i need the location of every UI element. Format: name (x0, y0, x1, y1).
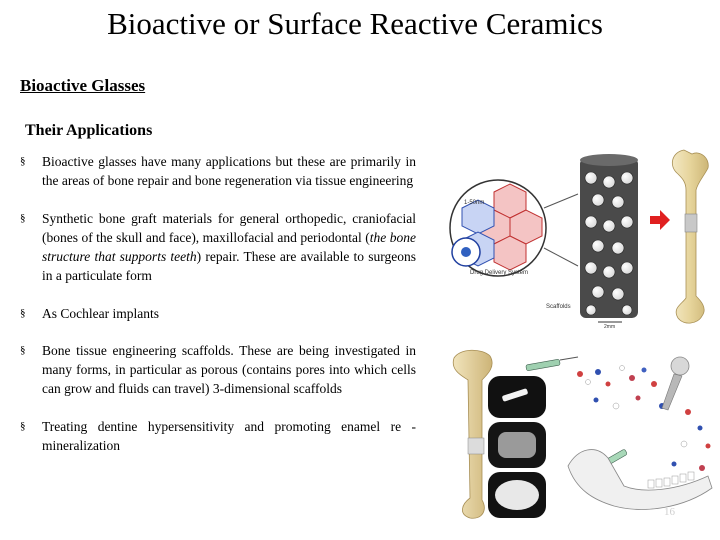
red-arrow-icon (650, 210, 670, 230)
nanoscale-label: 1-50nm (464, 200, 485, 206)
bullet-text-italic: the bone structure that supports teeth (42, 230, 416, 264)
bullet-item (20, 341, 416, 398)
slide-subtitle: Bioactive Glasses (20, 76, 146, 95)
bullet-marker-icon: § (20, 420, 26, 432)
bullet-text: Bone tissue engineering scaffolds. These are being investigated in many forms, in particular as porous (contains pores into which cells can grow and fluids can travel) 3-dimensional scaffolds (42, 343, 416, 396)
bullet-text: Bioactive glasses have many applications but these are primarily in the areas of bone repair and bone regeneration via tissue engineering (42, 154, 416, 188)
jaw-bone (568, 450, 712, 510)
granule-panels (488, 376, 546, 518)
femur-bone (672, 150, 708, 323)
bullet-marker-icon: § (20, 344, 26, 356)
bullet-marker-icon: § (20, 307, 26, 319)
bone-implants-figure (448, 348, 718, 520)
scaffold-bone-figure (446, 148, 710, 328)
bullet-item (20, 417, 416, 455)
bone-graft (453, 350, 492, 518)
bullet-list (20, 152, 416, 455)
nanostructure-diagram (450, 180, 578, 276)
bullet-item (20, 152, 416, 190)
bullet-text: As Cochlear implants (42, 306, 159, 321)
hip-implant-icon (662, 357, 689, 410)
scale-label: 2mm (604, 324, 616, 328)
section-heading: Their Applications (25, 122, 153, 139)
bullet-item (20, 304, 416, 323)
drug-delivery-label: Drug Delivery System (470, 270, 529, 276)
bullet-marker-icon: § (20, 155, 26, 167)
porous-scaffold (546, 154, 638, 328)
bullet-item (20, 209, 416, 285)
bullet-text: Treating dentine hypersensitivity and promoting enamel re -mineralization (42, 419, 416, 453)
bullet-marker-icon: § (20, 212, 26, 224)
scaffolds-label: Scaffolds (546, 304, 571, 310)
page-number: 16 (664, 506, 675, 518)
slide-title: Bioactive or Surface Reactive Ceramics (107, 6, 603, 41)
bullet-text: Synthetic bone graft materials for general orthopedic, craniofacial (bones of the skull and face), maxillofacial and periodontal ( (42, 211, 416, 245)
bullet-text: ) repair. These are available to surgeons in a particulate form (42, 249, 417, 283)
